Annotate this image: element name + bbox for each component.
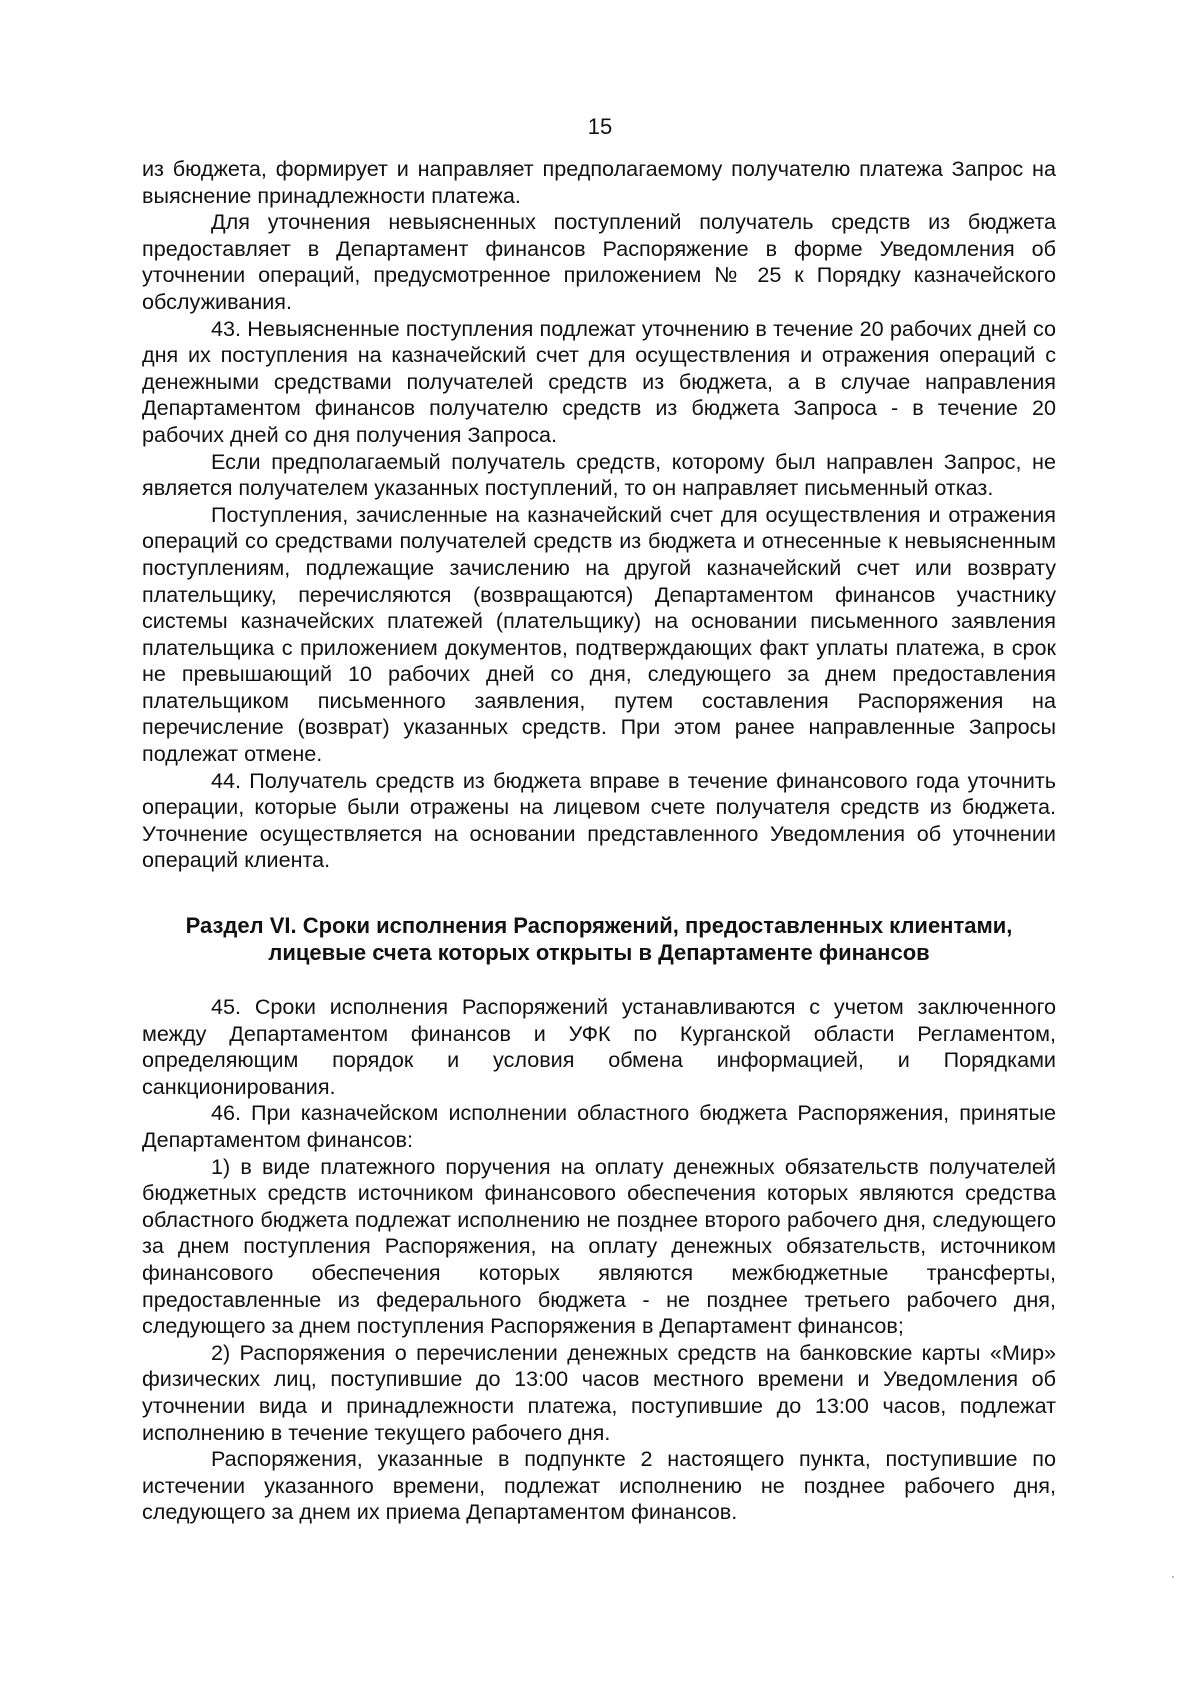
paragraphs-bottom	[142, 994, 1056, 1526]
scan-speck	[1172, 1576, 1174, 1578]
paragraph-item-45: 45. Сроки исполнения Распоряжений устанавливаются с учетом заключенного между Департаментом финансов и УФК по Курганской области Регламентом, определяющим порядок и условия обмена информацией, и Порядками санкционирования.	[142, 994, 1056, 1099]
paragraph-item-44: 44. Получатель средств из бюджета вправе в течение финансового года уточнить операции, которые были отражены на лицевом счете получателя средств из бюджета. Уточнение осуществляется на основании представленного Уведомления об уточнении операций клиента.	[142, 767, 1056, 873]
paragraph-item-46: 46. При казначейском исполнении областного бюджета Распоряжения, принятые Департаментом финансов:	[142, 1100, 1056, 1152]
paragraph: из бюджета, формирует и направляет предполагаемому получателю платежа Запрос на выяснение принадлежности платежа.	[142, 156, 1056, 208]
subparagraph-1: 1) в виде платежного поручения на оплату денежных обязательств получателей бюджетных средств источником финансового обеспечения которых являются средства областного бюджета подлежат исполнению не позднее второго рабочего дня, следующего за днем поступления Распоряжения, на оплату денежных обязательств, источником финансового обеспечения которых являются межбюджетные трансферты, предоставленные из федерального бюджета - не позднее третьего рабочего дня, следующего за днем поступления Распоряжения в Департамент финансов;	[142, 1153, 1056, 1339]
paragraphs-top	[142, 156, 1056, 874]
section-heading-line-1: Раздел VI. Сроки исполнения Распоряжений, предоставленных клиентами,	[185, 913, 1013, 939]
section-heading-line-2: лицевые счета которых открыты в Департаменте финансов	[268, 940, 930, 966]
section-heading	[142, 912, 1056, 966]
document-body	[142, 156, 1056, 1526]
paragraph: Если предполагаемый получатель средств, которому был направлен Запрос, не является получателем указанных поступлений, то он направляет письменный отказ.	[142, 448, 1056, 501]
subparagraph-2: 2) Распоряжения о перечислении денежных средств на банковские карты «Мир» физических лиц, поступившие до 13:00 часов местного времени и Уведомления об уточнении вида и принадлежности платежа, поступившие до 13:00 часов, подлежат исполнению в течение текущего рабочего дня.	[142, 1339, 1056, 1445]
page-number: 15	[587, 114, 613, 139]
paragraph-item-43: 43. Невыясненные поступления подлежат уточнению в течение 20 рабочих дней со дня их поступления на казначейский счет для осуществления и отражения операций с денежными средствами получателей средств из бюджета, а в случае направления Департаментом финансов получателю средств из бюджета Запроса - в течение 20 рабочих дней со дня получения Запроса.	[142, 315, 1056, 447]
paragraph: Распоряжения, указанные в подпункте 2 настоящего пункта, поступившие по истечении указанного времени, подлежат исполнению не позднее рабочего дня, следующего за днем их приема Департаментом финансов.	[142, 1446, 1056, 1525]
paragraph: Поступления, зачисленные на казначейский счет для осуществления и отражения операций со средствами получателей средств из бюджета и отнесенные к невыясненным поступлениям, подлежащие зачислению на другой казначейский счет или возврату плательщику, перечисляются (возвращаются) Департаментом финансов участнику системы казначейских платежей (плательщику) на основании письменного заявления плательщика с приложением документов, подтверждающих факт уплаты платежа, в срок не превышающий 10 рабочих дней со дня, следующего за днем предоставления плательщиком письменного заявления, путем составления Распоряжения на перечисление (возврат) указанных средств. При этом ранее направленные Запросы подлежат отмене.	[142, 501, 1056, 767]
paragraph: Для уточнения невыясненных поступлений получатель средств из бюджета предоставляет в Департамент финансов Распоряжение в форме Уведомления об уточнении операций, предусмотренное приложением № 25 к Порядку казначейского обслуживания.	[142, 209, 1056, 314]
